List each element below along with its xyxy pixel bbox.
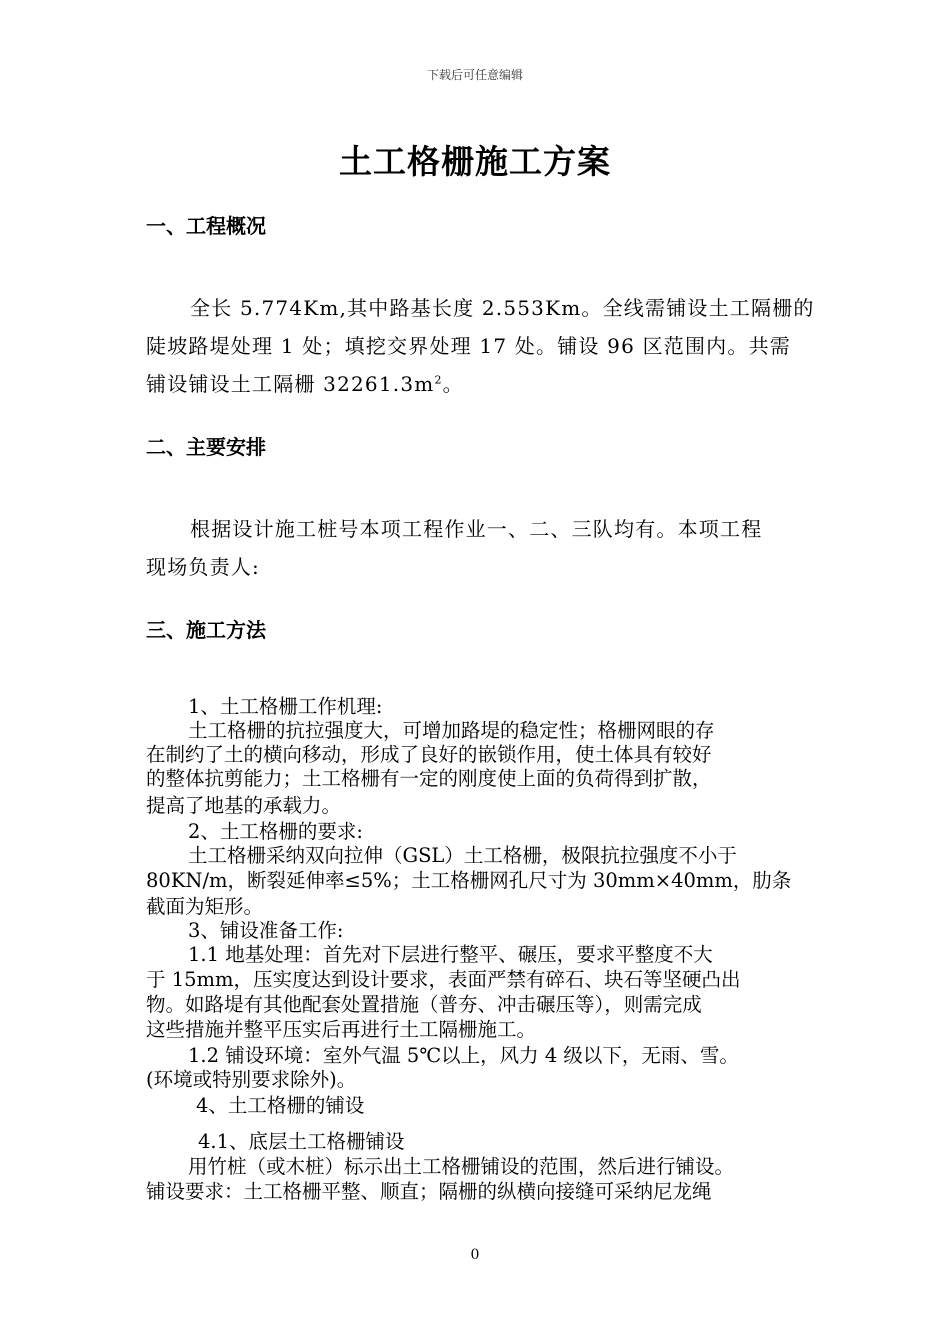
paragraph-line: 于 15mm，压实度达到设计要求，表面严禁有碎石、块石等坚硬凸出: [146, 968, 741, 991]
section-heading-overview: 一、工程概况: [146, 214, 266, 238]
paragraph-line: 根据设计施工桩号本项工程作业一、二、三队均有。本项工程: [190, 517, 763, 541]
paragraph-line: (环境或特别要求除外)。: [146, 1068, 357, 1091]
paragraph-line: 这些措施并整平压实后再进行土工隔栅施工。: [146, 1018, 537, 1041]
paragraph-line: 在制约了土的横向移动，形成了良好的嵌锁作用，使土体具有较好: [146, 743, 712, 766]
paragraph-line: 1.1 地基处理：首先对下层进行整平、碾压，要求平整度不大: [188, 943, 713, 966]
paragraph-line: 全长 5.774Km,其中路基长度 2.553Km。全线需铺设土工隔栅的: [190, 296, 815, 320]
paragraph-line: 土工格栅的抗拉强度大，可增加路堤的稳定性；格栅网眼的存: [188, 719, 715, 742]
paragraph-line: 现场负责人:: [146, 555, 260, 579]
paragraph-line: 陡坡路堤处理 1 处；填挖交界处理 17 处。铺设 96 区范围内。共需: [146, 334, 791, 358]
paragraph-line: 提高了地基的承载力。: [146, 794, 342, 817]
subheading-laying: 4、土工格栅的铺设: [196, 1094, 365, 1117]
superscript-2: 2: [434, 373, 443, 387]
paragraph-line: 截面为矩形。: [146, 895, 264, 918]
subheading-bottom-layer: 4.1、底层土工格栅铺设: [198, 1130, 405, 1153]
paragraph-line: 1.2 铺设环境：室外气温 5℃以上，风力 4 级以下，无雨、雪。: [188, 1044, 739, 1067]
paragraph-line: 用竹桩（或木桩）标示出土工格栅铺设的范围，然后进行铺设。: [188, 1155, 735, 1178]
document-title: 土工格栅施工方案: [339, 142, 611, 181]
subheading-mechanism: 1、土工格栅工作机理:: [188, 695, 383, 718]
paragraph-line: 土工格栅采纳双向拉伸（GSL）土工格栅，极限抗拉强度不小于: [188, 844, 737, 867]
paragraph-line: 80KN/m，断裂延伸率≤5%；土工格栅网孔尺寸为 30mm×40mm，肋条: [146, 869, 792, 892]
paragraph-line: 的整体抗剪能力；土工格栅有一定的刚度使上面的负荷得到扩散，: [146, 767, 712, 790]
paragraph-line: 铺设要求：土工格栅平整、顺直；隔栅的纵横向接缝可采纳尼龙绳: [146, 1180, 712, 1203]
section-heading-arrangement: 二、主要安排: [146, 435, 266, 459]
paragraph-line: [146, 368, 464, 397]
subheading-preparation: 3、铺设准备工作:: [188, 919, 344, 942]
section-heading-method: 三、施工方法: [146, 618, 266, 642]
page-number: 0: [470, 1247, 480, 1263]
subheading-requirements: 2、土工格栅的要求:: [188, 820, 363, 843]
area-text: 铺设铺设土工隔栅 32261.3m: [146, 372, 435, 396]
period-text: 。: [442, 372, 464, 396]
header-note: 下载后可任意编辑: [426, 68, 523, 82]
paragraph-line: 物。如路堤有其他配套处置措施（普夯、冲击碾压等），则需完成: [146, 993, 702, 1016]
